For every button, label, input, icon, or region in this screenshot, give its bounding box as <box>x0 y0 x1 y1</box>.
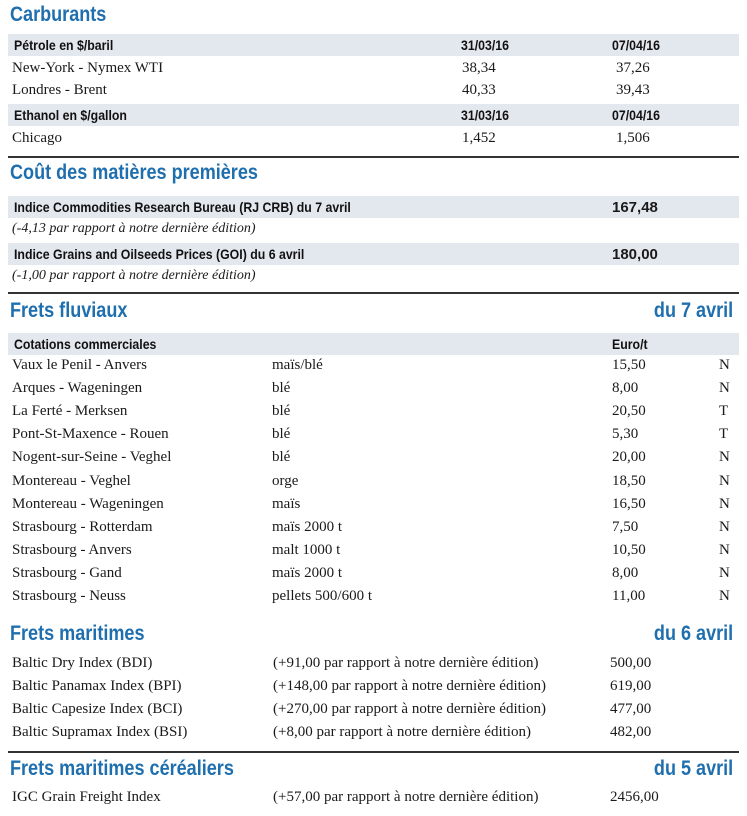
ethanol-header: Ethanol en $/gallon <box>14 107 127 123</box>
price-cell: 10,50 <box>612 541 646 558</box>
flag-cell: T <box>719 426 729 443</box>
product-cell: maïs/blé <box>272 357 323 373</box>
table-row-v1: 38,34 <box>462 60 496 76</box>
section-date-fluviaux: du 7 avril <box>653 299 733 322</box>
table-row-v1: 1,452 <box>462 130 496 146</box>
price-cell: 18,50 <box>612 472 646 489</box>
product-cell: blé <box>272 380 291 397</box>
product-cell: blé <box>272 449 291 466</box>
section-divider <box>8 292 739 294</box>
table-row-label: Chicago <box>12 130 62 146</box>
flag-cell: N <box>719 564 730 581</box>
route-cell: Nogent-sur-Seine - Veghel <box>12 449 172 466</box>
price-cell: 11,00 <box>612 588 646 604</box>
index-label: Baltic Panamax Index (BPI) <box>12 678 182 694</box>
index-label: Baltic Dry Index (BDI) <box>12 655 153 671</box>
index-value: 477,00 <box>610 701 652 717</box>
price-cell: 20,00 <box>612 449 646 466</box>
route-cell: Pont-St-Maxence - Rouen <box>12 426 169 443</box>
index-change: (+57,00 par rapport à notre dernière édition) <box>273 789 539 805</box>
section-title-fluviaux: Frets fluviaux <box>10 299 128 322</box>
price-cell: 7,50 <box>612 518 639 535</box>
product-cell: malt 1000 t <box>272 541 341 558</box>
route-cell: Strasbourg - Rotterdam <box>12 518 153 535</box>
price-cell: 20,50 <box>612 403 646 420</box>
index-change: (+91,00 par rapport à notre dernière édition) <box>273 655 539 671</box>
index-label: IGC Grain Freight Index <box>12 789 161 805</box>
index-change: (+8,00 par rapport à notre dernière édition) <box>273 724 531 740</box>
route-cell: Vaux le Penil - Anvers <box>12 357 147 373</box>
product-cell: maïs 2000 t <box>272 518 342 535</box>
index-change: (+270,00 par rapport à notre dernière édition) <box>273 701 546 717</box>
route-cell: Strasbourg - Anvers <box>12 541 132 558</box>
section-title-cerealiers: Frets maritimes céréaliers <box>10 757 234 780</box>
index-change: (+148,00 par rapport à notre dernière édition) <box>273 678 546 694</box>
index-value: 2456,00 <box>610 789 659 805</box>
route-cell: Montereau - Veghel <box>12 472 131 489</box>
price-cell: 16,50 <box>612 495 646 512</box>
flag-cell: N <box>719 380 730 397</box>
route-cell: Strasbourg - Gand <box>12 564 122 581</box>
flag-cell: N <box>719 472 730 489</box>
petrole-header: Pétrole en $/baril <box>14 37 114 53</box>
crb-value: 167,48 <box>612 199 658 216</box>
table-row-v2: 39,43 <box>616 82 650 98</box>
ethanol-date1: 31/03/16 <box>461 107 509 123</box>
section-date-maritimes: du 6 avril <box>653 622 733 645</box>
price-cell: 15,50 <box>612 357 646 373</box>
table-row-label: Londres - Brent <box>12 82 107 98</box>
price-cell: 5,30 <box>612 426 639 443</box>
flag-cell: N <box>719 449 730 466</box>
route-cell: Strasbourg - Neuss <box>12 588 126 604</box>
goi-note: (-1,00 par rapport à notre dernière édition) <box>12 268 256 283</box>
index-label: Baltic Supramax Index (BSI) <box>12 724 188 740</box>
table-row-v2: 1,506 <box>616 130 650 146</box>
cotations-header: Cotations commerciales <box>14 336 157 352</box>
route-cell: Arques - Wageningen <box>12 380 143 397</box>
unit-header: Euro/t <box>612 336 648 352</box>
goi-value: 180,00 <box>612 246 658 263</box>
product-cell: maïs 2000 t <box>272 564 342 581</box>
petrole-date1: 31/03/16 <box>461 37 509 53</box>
product-cell: blé <box>272 403 291 420</box>
petrole-date2: 07/04/16 <box>612 37 660 53</box>
product-cell: blé <box>272 426 291 443</box>
index-label: Baltic Capesize Index (BCI) <box>12 701 183 717</box>
index-value: 482,00 <box>610 724 652 740</box>
price-cell: 8,00 <box>612 564 639 581</box>
price-cell: 8,00 <box>612 380 639 397</box>
section-title-matieres: Coût des matières premières <box>10 161 258 184</box>
product-cell: pellets 500/600 t <box>272 588 372 604</box>
section-title-maritimes: Frets maritimes <box>10 622 145 645</box>
index-value: 619,00 <box>610 678 652 694</box>
crb-label: Indice Commodities Research Bureau (RJ CRB) du 7 avril <box>14 199 351 215</box>
flag-cell: N <box>719 357 730 373</box>
flag-cell: N <box>719 588 730 604</box>
section-title-carburants: Carburants <box>10 3 107 26</box>
section-divider <box>8 751 739 753</box>
product-cell: maïs <box>272 495 301 512</box>
crb-note: (-4,13 par rapport à notre dernière édition) <box>12 221 256 236</box>
route-cell: La Ferté - Merksen <box>12 403 128 420</box>
product-cell: orge <box>272 472 299 489</box>
section-divider <box>8 156 739 158</box>
section-date-cerealiers: du 5 avril <box>653 757 733 780</box>
flag-cell: N <box>719 518 730 535</box>
table-row-v2: 37,26 <box>616 60 650 76</box>
flag-cell: T <box>719 403 729 420</box>
index-value: 500,00 <box>610 655 652 671</box>
flag-cell: N <box>719 495 730 512</box>
route-cell: Montereau - Wageningen <box>12 495 164 512</box>
ethanol-date2: 07/04/16 <box>612 107 660 123</box>
goi-label: Indice Grains and Oilseeds Prices (GOI) du 6 avril <box>14 246 305 262</box>
flag-cell: N <box>719 541 730 558</box>
table-row-label: New-York - Nymex WTI <box>12 60 164 76</box>
table-row-v1: 40,33 <box>462 82 496 98</box>
